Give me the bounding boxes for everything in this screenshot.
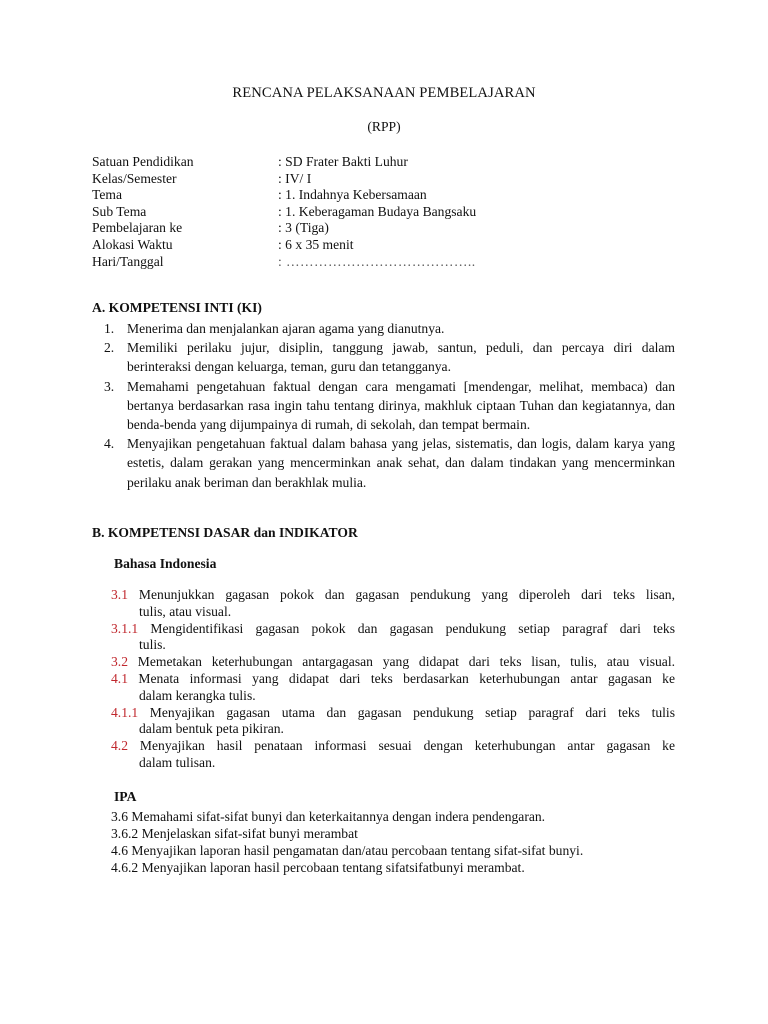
identity-value: : 1. Keberagaman Budaya Bangsaku xyxy=(278,203,477,219)
kd-text: Menyajikan hasil penataan informasi sesuai dengan keterhubungan antar gagasan ke xyxy=(128,738,675,754)
kd-text: Mengidentifikasi gagasan pokok dan gagasan pendukung setiap paragraf dari teks xyxy=(138,620,675,636)
ki-number: 2. xyxy=(104,340,115,356)
kd-item xyxy=(111,654,675,671)
ki-text: Memiliki perilaku jujur, disiplin, tanggung jawab, santun, peduli, dan percaya diri dalam berinteraksi dengan keluarga, teman, guru dan tetangganya. xyxy=(127,340,675,375)
kd-first-line xyxy=(111,705,675,722)
kd-text: Menyajikan gagasan utama dan gagasan pendukung setiap paragraf dari teks tulis xyxy=(138,704,675,720)
identity-row xyxy=(92,237,712,254)
kd-code: 4.1 xyxy=(111,670,128,686)
ipa-subheading: IPA xyxy=(114,789,137,804)
ki-item xyxy=(92,338,675,376)
identity-value: : 1. Indahnya Kebersamaan xyxy=(278,187,427,203)
ki-list xyxy=(92,319,675,492)
kd-first-line xyxy=(111,654,675,671)
kd-text: Menunjukkan gagasan pokok dan gagasan pendukung yang diperoleh dari teks lisan, xyxy=(128,587,675,602)
ipa-item: 4.6 Menyajikan laporan hasil pengamatan dan/atau percobaan tentang sifat-sifat bunyi. xyxy=(111,843,584,858)
identity-row xyxy=(92,254,712,271)
bahasa-indonesia-subheading: Bahasa Indonesia xyxy=(114,556,217,571)
ki-text: Memahami pengetahuan faktual dengan cara mengamati [mendengar, melihat, membaca) dan bertanya berdasarkan rasa ingin tahu tentang dirinya, makhluk ciptaan Tuhan dan kegiatannya, dan benda-benda yang dijumpainya di rumah, di sekolah, dan tempat bermain. xyxy=(127,378,675,433)
kd-code: 3.1.1 xyxy=(111,620,139,636)
identity-label: Sub Tema xyxy=(92,203,147,219)
kd-code: 4.1.1 xyxy=(111,704,139,720)
identity-label: Hari/Tanggal xyxy=(92,253,164,269)
ki-number: 4. xyxy=(104,436,115,452)
identity-row xyxy=(92,220,712,237)
section-a-heading: A. KOMPETENSI INTI (KI) xyxy=(92,300,262,315)
identity-label: Alokasi Waktu xyxy=(92,236,173,252)
ipa-item: 4.6.2 Menyajikan laporan hasil percobaan tentang sifatsifatbunyi merambat. xyxy=(111,860,525,875)
kd-first-line xyxy=(111,738,675,755)
kd-item xyxy=(111,587,675,621)
identity-value: : 6 x 35 menit xyxy=(278,236,354,252)
kd-list-bahasa-indonesia xyxy=(111,587,675,772)
identity-row xyxy=(92,171,712,188)
kd-item xyxy=(111,705,675,739)
identity-label: Kelas/Semester xyxy=(92,170,177,186)
kd-continuation: tulis, atau visual. xyxy=(139,603,232,619)
kd-first-line xyxy=(111,587,675,604)
ipa-item: 3.6 Memahami sifat-sifat bunyi dan keterkaitannya dengan indera pendengaran. xyxy=(111,809,546,824)
kd-continuation: dalam tulisan. xyxy=(139,754,216,770)
document-subtitle: (RPP) xyxy=(367,119,401,134)
kd-first-line xyxy=(111,671,675,688)
kd-continuation: dalam kerangka tulis. xyxy=(139,687,256,703)
kd-continuation: dalam bentuk peta pikiran. xyxy=(139,721,284,737)
kd-text: Menata informasi yang didapat dari teks berdasarkan keterhubungan antar gagasan ke xyxy=(128,670,675,686)
kd-code: 3.2 xyxy=(111,654,128,670)
kd-first-line xyxy=(111,621,675,638)
ki-item xyxy=(92,377,675,435)
ki-text: Menyajikan pengetahuan faktual dalam bahasa yang jelas, sistematis, dan logis, dalam karya yang estetis, dalam gerakan yang mencerminkan anak sehat, dan dalam tindakan yang mencerminkan perilaku anak beriman dan berakhlak mulia. xyxy=(127,436,675,490)
identity-table xyxy=(92,154,712,270)
identity-value: : 3 (Tiga) xyxy=(278,220,329,236)
kd-item xyxy=(111,671,675,705)
document-title: RENCANA PELAKSANAAN PEMBELAJARAN xyxy=(232,85,536,101)
ki-item xyxy=(92,319,675,338)
identity-label: Tema xyxy=(92,187,122,203)
identity-value: : IV/ I xyxy=(278,170,312,186)
ki-text: Menerima dan menjalankan ajaran agama yang dianutnya. xyxy=(127,321,445,336)
section-b-heading: B. KOMPETENSI DASAR dan INDIKATOR xyxy=(92,525,358,540)
identity-value: : SD Frater Bakti Luhur xyxy=(278,154,408,169)
ki-number: 3. xyxy=(104,378,115,394)
ki-item xyxy=(92,434,675,492)
identity-label: Pembelajaran ke xyxy=(92,220,183,236)
ki-number: 1. xyxy=(104,321,115,336)
identity-row xyxy=(92,154,712,171)
identity-row xyxy=(92,204,712,221)
kd-code: 4.2 xyxy=(111,738,128,754)
kd-text: Memetakan keterhubungan antargagasan yang didapat dari teks lisan, tulis, atau visual. xyxy=(128,654,675,670)
kd-list-ipa xyxy=(111,808,691,876)
identity-value-date-blank: : ………………………………….. xyxy=(278,253,476,269)
kd-code: 3.1 xyxy=(111,587,128,602)
ipa-item: 3.6.2 Menjelaskan sifat-sifat bunyi merambat xyxy=(111,826,358,841)
identity-row xyxy=(92,187,712,204)
identity-label: Satuan Pendidikan xyxy=(92,154,194,169)
kd-item xyxy=(111,621,675,655)
kd-continuation: tulis. xyxy=(139,637,166,653)
kd-item xyxy=(111,738,675,772)
